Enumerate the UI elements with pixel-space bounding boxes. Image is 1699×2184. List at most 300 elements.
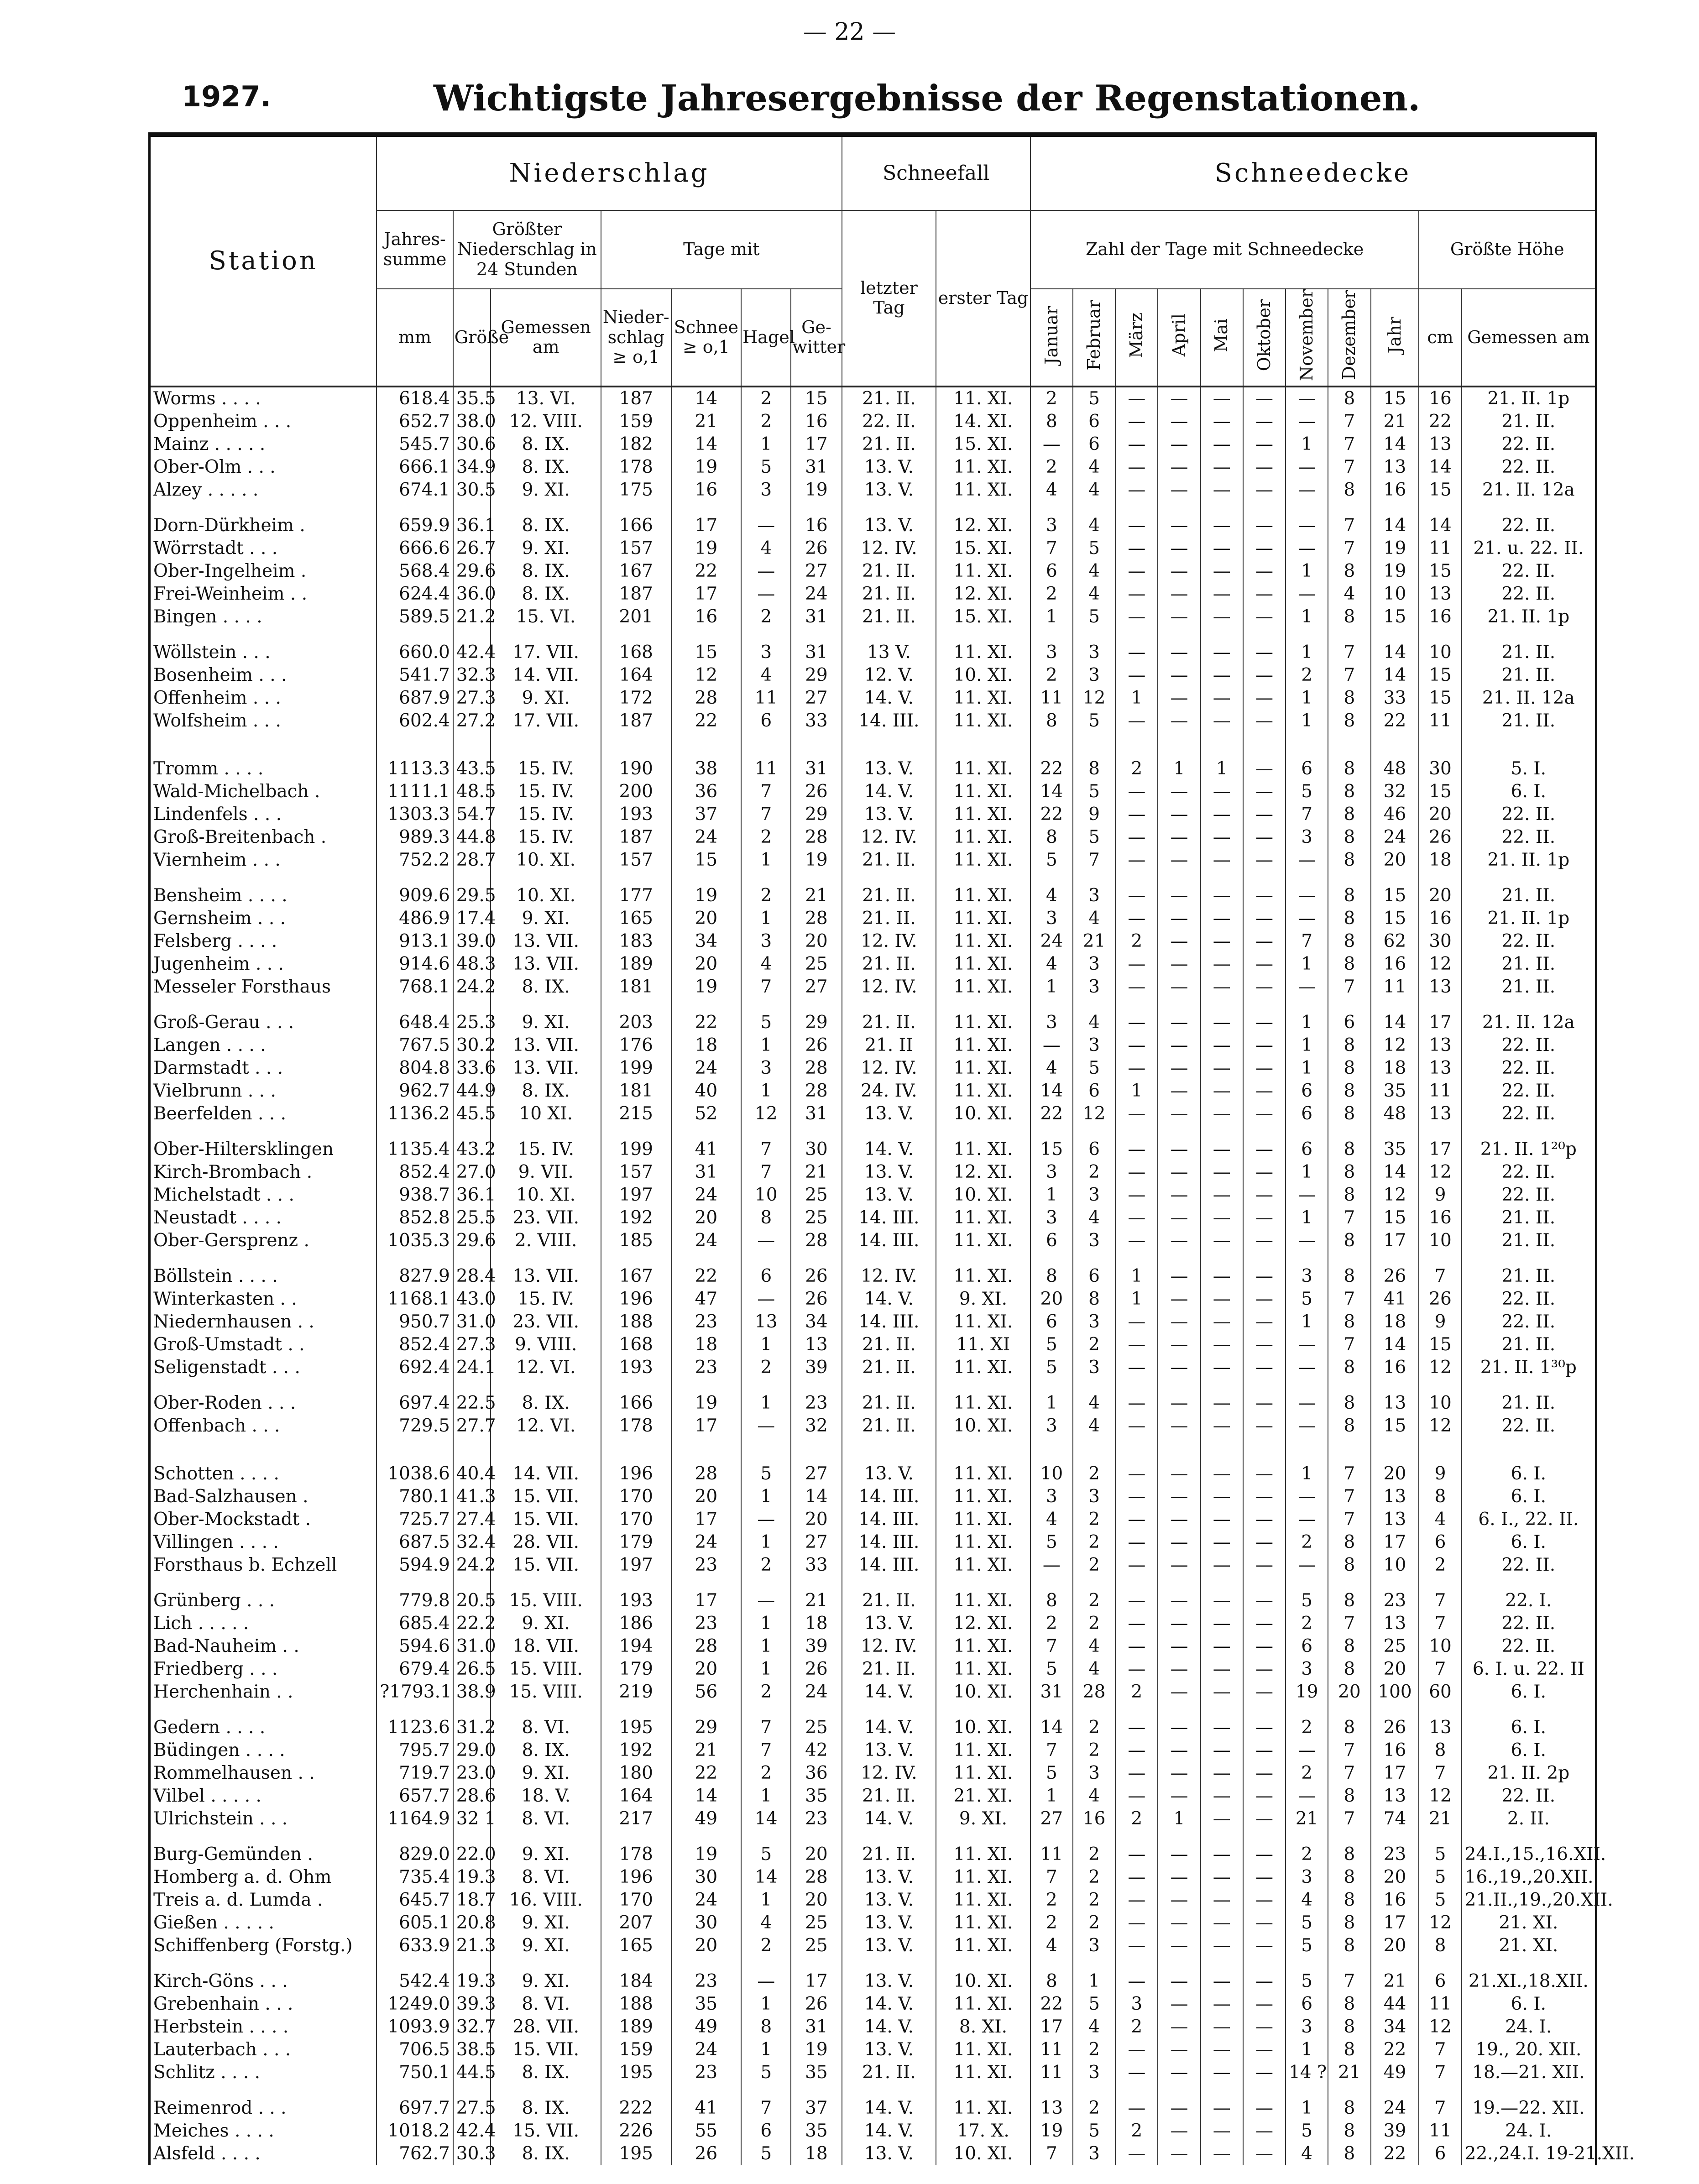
table-cell: 12. IV. xyxy=(842,1057,936,1080)
table-row xyxy=(150,1993,1596,2016)
table-cell: — xyxy=(1158,514,1200,537)
table-cell: 5 xyxy=(1286,1912,1328,1934)
table-cell: 54.7 xyxy=(453,803,491,826)
table-cell: — xyxy=(1286,387,1328,410)
spacer-cell xyxy=(601,1125,671,1138)
table-cell: 11 xyxy=(1030,687,1073,710)
table-cell: 21 xyxy=(1419,1808,1461,1830)
station-name: Alsfeld . . . . xyxy=(150,2142,377,2165)
table-cell: — xyxy=(1201,2038,1243,2061)
header-month-april: April xyxy=(1158,289,1200,387)
spacer-cell xyxy=(1158,732,1200,758)
table-row xyxy=(150,1138,1596,1161)
spacer-cell xyxy=(671,1252,742,1265)
spacer-cell xyxy=(1419,872,1461,884)
table-cell: 17 xyxy=(671,1508,742,1531)
spacer-cell xyxy=(741,1957,791,1970)
table-cell: 21. II. 1³⁰p xyxy=(1462,1356,1596,1379)
table-cell: 8 xyxy=(1328,1392,1370,1415)
station-name: Forsthaus b. Echzell xyxy=(150,1554,377,1577)
table-cell: 26 xyxy=(791,780,842,803)
table-cell: 1 xyxy=(741,1392,791,1415)
table-cell: 7 xyxy=(1328,664,1370,687)
table-cell: 8. IX. xyxy=(491,433,601,456)
spacer-cell xyxy=(1158,1437,1200,1463)
table-cell: 6 xyxy=(1286,1080,1328,1102)
spacer-cell xyxy=(1158,628,1200,641)
table-cell: 30.3 xyxy=(453,2142,491,2165)
table-cell: 624.4 xyxy=(376,583,453,606)
table-cell: — xyxy=(1201,1866,1243,1889)
table-cell: 5 xyxy=(1073,710,1115,732)
spacer-cell xyxy=(1419,1577,1461,1589)
spacer-cell xyxy=(453,1830,491,1843)
table-cell: 852.4 xyxy=(376,1333,453,1356)
table-cell: 20 xyxy=(791,1889,842,1912)
table-row xyxy=(150,1356,1596,1379)
table-cell: 5 xyxy=(1073,826,1115,849)
table-cell: 22. II. xyxy=(1462,1184,1596,1207)
spacer-cell xyxy=(671,1957,742,1970)
table-cell: 39.3 xyxy=(453,1993,491,2016)
table-cell: 16.,19.,20.XII. xyxy=(1462,1866,1596,1889)
table-cell: 7 xyxy=(1328,1207,1370,1229)
table-cell: 1 xyxy=(741,1333,791,1356)
spacer-cell xyxy=(601,1379,671,1392)
table-cell: 1 xyxy=(1286,687,1328,710)
table-cell: — xyxy=(1158,1762,1200,1785)
table-cell: 13 V. xyxy=(842,641,936,664)
table-cell: 9. XI. xyxy=(936,1808,1030,1830)
table-cell: — xyxy=(1158,456,1200,479)
table-cell: 2 xyxy=(1115,758,1158,780)
table-cell: 2 xyxy=(1030,583,1073,606)
spacer-cell xyxy=(671,1703,742,1716)
table-cell: — xyxy=(1243,1993,1286,2016)
table-cell: 5 xyxy=(1073,606,1115,628)
table-cell: 6 xyxy=(1286,1635,1328,1658)
spacer-cell xyxy=(1286,502,1328,514)
table-cell: 16 xyxy=(1371,1739,1419,1762)
table-cell: 8. IX. xyxy=(491,456,601,479)
table-cell: 35 xyxy=(791,2120,842,2142)
table-cell: — xyxy=(1243,687,1286,710)
table-cell: 178 xyxy=(601,1843,671,1866)
table-cell: 180 xyxy=(601,1762,671,1785)
table-cell: 762.7 xyxy=(376,2142,453,2165)
header-month-maerz: März xyxy=(1115,289,1158,387)
table-cell: — xyxy=(741,560,791,583)
table-cell: 28.4 xyxy=(453,1265,491,1288)
spacer-cell xyxy=(453,502,491,514)
table-cell: 10 xyxy=(1371,1554,1419,1577)
header-schnee-01: Schnee ≥ o,1 xyxy=(671,289,742,387)
table-cell: 23 xyxy=(671,1311,742,1333)
spacer-cell xyxy=(1371,502,1419,514)
table-cell: — xyxy=(1286,1356,1328,1379)
table-cell: — xyxy=(1243,1808,1286,1830)
table-cell: 725.7 xyxy=(376,1508,453,1531)
table-cell: 31 xyxy=(671,1161,742,1184)
table-cell: 8 xyxy=(1328,606,1370,628)
spacer-cell xyxy=(376,1125,453,1138)
table-cell: — xyxy=(741,1415,791,1437)
table-cell: 8 xyxy=(1328,1658,1370,1681)
table-cell: — xyxy=(1201,1934,1243,1957)
table-cell: — xyxy=(1158,780,1200,803)
table-cell: 21. II. xyxy=(842,1589,936,1612)
spacer-cell xyxy=(1030,628,1073,641)
table-cell: 5 xyxy=(1030,1658,1073,1681)
table-cell: 7 xyxy=(1419,1762,1461,1785)
table-cell: 15 xyxy=(1371,387,1419,410)
table-cell: 2 xyxy=(1073,2038,1115,2061)
table-cell: — xyxy=(1115,1508,1158,1531)
table-cell: 7 xyxy=(1328,1485,1370,1508)
spacer-row xyxy=(150,1125,1596,1138)
table-cell: — xyxy=(1201,2061,1243,2084)
table-row xyxy=(150,1635,1596,1658)
table-cell: 29 xyxy=(791,664,842,687)
table-cell: 27.3 xyxy=(453,687,491,710)
header-month-januar: Januar xyxy=(1030,289,1073,387)
spacer-cell xyxy=(1286,1703,1328,1716)
table-cell: 14. V. xyxy=(842,2097,936,2120)
spacer-cell xyxy=(1073,1703,1115,1716)
table-cell: — xyxy=(1243,664,1286,687)
table-cell: 486.9 xyxy=(376,907,453,930)
table-cell: 7 xyxy=(1419,1589,1461,1612)
table-cell: 22. II. xyxy=(842,410,936,433)
table-cell: 1 xyxy=(1286,953,1328,976)
table-cell: 3 xyxy=(1286,1658,1328,1681)
table-cell: 13. V. xyxy=(842,479,936,502)
table-cell: 8 xyxy=(1328,1102,1370,1125)
table-cell: — xyxy=(1158,826,1200,849)
spacer-cell xyxy=(936,1379,1030,1392)
table-cell: 193 xyxy=(601,1589,671,1612)
table-cell: 7 xyxy=(1328,641,1370,664)
station-name: Seligenstadt . . . xyxy=(150,1356,377,1379)
spacer-cell xyxy=(1419,732,1461,758)
station-name: Ober-Hiltersklingen xyxy=(150,1138,377,1161)
spacer-cell xyxy=(936,872,1030,884)
station-name: Michelstadt . . . xyxy=(150,1184,377,1207)
table-cell: 14 ? xyxy=(1286,2061,1328,2084)
table-cell: 22 xyxy=(1371,710,1419,732)
table-cell: 22. II. xyxy=(1462,1288,1596,1311)
spacer-cell xyxy=(791,2084,842,2097)
table-cell: 29.0 xyxy=(453,1739,491,1762)
table-cell: 22. II. xyxy=(1462,1080,1596,1102)
spacer-cell xyxy=(741,1703,791,1716)
station-name: Beerfelden . . . xyxy=(150,1102,377,1125)
table-cell: — xyxy=(1115,1485,1158,1508)
table-cell: 11 xyxy=(741,758,791,780)
spacer-cell xyxy=(150,872,377,884)
table-cell: 1123.6 xyxy=(376,1716,453,1739)
table-cell: 16. VIII. xyxy=(491,1889,601,1912)
table-cell: 19.3 xyxy=(453,1970,491,1993)
table-cell: 12. XI. xyxy=(936,1161,1030,1184)
table-cell: 8 xyxy=(1328,1889,1370,1912)
spacer-cell xyxy=(453,1957,491,1970)
table-cell: 44.5 xyxy=(453,2061,491,2084)
table-row xyxy=(150,826,1596,849)
header-zahl-der-tage: Zahl der Tage mit Schneedecke xyxy=(1030,210,1419,289)
spacer-cell xyxy=(1462,1252,1596,1265)
table-cell: 1 xyxy=(1030,1392,1073,1415)
table-cell: 2 xyxy=(741,1934,791,1957)
station-name: Alzey . . . . . xyxy=(150,479,377,502)
table-cell: 189 xyxy=(601,953,671,976)
table-cell: 12. VI. xyxy=(491,1415,601,1437)
spacer-cell xyxy=(601,732,671,758)
table-cell: 8 xyxy=(1030,826,1073,849)
table-cell: 15. VII. xyxy=(491,2120,601,2142)
table-cell: — xyxy=(1243,780,1286,803)
table-cell: 48.3 xyxy=(453,953,491,976)
spacer-cell xyxy=(791,1577,842,1589)
table-cell: 10. XI. xyxy=(936,1970,1030,1993)
table-cell: 28 xyxy=(791,1866,842,1889)
station-name: Wald-Michelbach . xyxy=(150,780,377,803)
spacer-cell xyxy=(1328,1703,1370,1716)
table-cell: 30 xyxy=(671,1866,742,1889)
table-cell: 12. IV. xyxy=(842,1265,936,1288)
table-cell: 27 xyxy=(1030,1808,1073,1830)
table-row xyxy=(150,687,1596,710)
table-cell: 28.7 xyxy=(453,849,491,872)
table-cell: — xyxy=(1115,1785,1158,1808)
spacer-row xyxy=(150,1703,1596,1716)
table-cell: 2 xyxy=(1073,1843,1115,1866)
station-name: Wolfsheim . . . xyxy=(150,710,377,732)
table-cell: 7 xyxy=(1328,537,1370,560)
table-cell: 184 xyxy=(601,1970,671,1993)
table-cell: 55 xyxy=(671,2120,742,2142)
table-cell: 22 xyxy=(1419,410,1461,433)
table-cell: 1 xyxy=(741,1531,791,1554)
station-name: Ober-Ingelheim . xyxy=(150,560,377,583)
table-cell: — xyxy=(1243,1207,1286,1229)
table-cell: 4 xyxy=(1030,1057,1073,1080)
table-cell: 179 xyxy=(601,1531,671,1554)
spacer-cell xyxy=(1286,1830,1328,1843)
table-cell: 30.6 xyxy=(453,433,491,456)
table-cell: 1 xyxy=(1286,1034,1328,1057)
table-cell: 167 xyxy=(601,1265,671,1288)
table-cell: — xyxy=(1115,1161,1158,1184)
table-cell: 6 xyxy=(741,710,791,732)
table-cell: 8. VI. xyxy=(491,1716,601,1739)
table-cell: 178 xyxy=(601,456,671,479)
table-cell: 17. VII. xyxy=(491,641,601,664)
table-cell: 1 xyxy=(1286,2097,1328,2120)
table-cell: 767.5 xyxy=(376,1034,453,1057)
spacer-cell xyxy=(453,732,491,758)
station-name: Vielbrunn . . . xyxy=(150,1080,377,1102)
spacer-cell xyxy=(791,502,842,514)
spacer-cell xyxy=(1328,628,1370,641)
table-cell: 24. I. xyxy=(1462,2016,1596,2038)
table-row xyxy=(150,1207,1596,1229)
spacer-cell xyxy=(453,1379,491,1392)
station-name: Wöllstein . . . xyxy=(150,641,377,664)
table-cell: 10. XI. xyxy=(936,1681,1030,1703)
header-month-oktober: Oktober xyxy=(1243,289,1286,387)
table-cell: 19 xyxy=(791,2038,842,2061)
table-cell: 166 xyxy=(601,1392,671,1415)
header-niederschlag: Niederschlag xyxy=(376,135,842,210)
table-cell: 3 xyxy=(741,930,791,953)
table-row xyxy=(150,1716,1596,1739)
table-cell: 545.7 xyxy=(376,433,453,456)
table-cell: 1 xyxy=(1115,687,1158,710)
table-cell: 14. V. xyxy=(842,2016,936,2038)
table-cell: 34 xyxy=(671,930,742,953)
table-cell: 17 xyxy=(671,514,742,537)
table-cell: 10. XI. xyxy=(936,1716,1030,1739)
spacer-cell xyxy=(1419,628,1461,641)
table-cell: 17 xyxy=(671,1415,742,1437)
table-cell: — xyxy=(1286,479,1328,502)
table-cell: 187 xyxy=(601,387,671,410)
table-cell: — xyxy=(1158,1612,1200,1635)
table-cell: 660.0 xyxy=(376,641,453,664)
table-cell: — xyxy=(1243,2120,1286,2142)
table-cell: — xyxy=(1201,710,1243,732)
table-cell: 23 xyxy=(791,1392,842,1415)
table-cell: 21 xyxy=(1073,930,1115,953)
table-cell: 24 xyxy=(791,583,842,606)
table-cell: 22.,24.I. 19-21.XII. xyxy=(1462,2142,1596,2165)
table-cell: — xyxy=(1158,606,1200,628)
table-cell: 32 xyxy=(791,1415,842,1437)
table-cell: 203 xyxy=(601,1011,671,1034)
table-cell: 52 xyxy=(671,1102,742,1125)
table-cell: 7 xyxy=(1419,2097,1461,2120)
table-cell: 909.6 xyxy=(376,884,453,907)
spacer-cell xyxy=(1243,1125,1286,1138)
table-cell: 34.9 xyxy=(453,456,491,479)
table-cell: — xyxy=(1201,560,1243,583)
table-cell: 6. I. xyxy=(1462,1681,1596,1703)
table-cell: 13. V. xyxy=(842,1866,936,1889)
spacer-cell xyxy=(1073,628,1115,641)
table-cell: 2 xyxy=(1073,1866,1115,1889)
table-cell: — xyxy=(1243,1485,1286,1508)
table-cell: 24 xyxy=(1371,2097,1419,2120)
table-cell: 32 1 xyxy=(453,1808,491,1830)
table-cell: 37 xyxy=(791,2097,842,2120)
table-cell: 14. XI. xyxy=(936,410,1030,433)
table-cell: 15. IV. xyxy=(491,826,601,849)
table-cell: 26 xyxy=(1371,1265,1419,1288)
table-cell: 1168.1 xyxy=(376,1288,453,1311)
spacer-cell xyxy=(1115,1577,1158,1589)
header-schneefall: Schneefall xyxy=(842,135,1030,210)
table-row xyxy=(150,641,1596,664)
table-cell: 11. XI. xyxy=(936,710,1030,732)
spacer-row xyxy=(150,1957,1596,1970)
table-cell: 9. XI. xyxy=(491,537,601,560)
spacer-cell xyxy=(1286,732,1328,758)
spacer-cell xyxy=(1462,1379,1596,1392)
table-cell: 15 xyxy=(1419,780,1461,803)
table-cell: 199 xyxy=(601,1138,671,1161)
spacer-cell xyxy=(936,1577,1030,1589)
table-row xyxy=(150,907,1596,930)
spacer-row xyxy=(150,628,1596,641)
table-cell: 5 xyxy=(1286,2120,1328,2142)
table-cell: 15 xyxy=(1371,907,1419,930)
table-cell: 1038.6 xyxy=(376,1463,453,1485)
table-cell: — xyxy=(1243,514,1286,537)
table-cell: 187 xyxy=(601,583,671,606)
table-cell: 25.3 xyxy=(453,1011,491,1034)
table-cell: 1 xyxy=(1115,1265,1158,1288)
table-cell: 605.1 xyxy=(376,1912,453,1934)
table-cell: 15. XI. xyxy=(936,433,1030,456)
table-cell: 21. II. xyxy=(842,433,936,456)
spacer-row xyxy=(150,872,1596,884)
table-cell: — xyxy=(1243,1589,1286,1612)
table-cell: 11. XI. xyxy=(936,1589,1030,1612)
table-cell: 4 xyxy=(1419,1508,1461,1531)
spacer-cell xyxy=(1115,1703,1158,1716)
table-row xyxy=(150,410,1596,433)
table-cell: 1 xyxy=(1030,1184,1073,1207)
table-cell: 14 xyxy=(741,1808,791,1830)
table-cell: 11. XI. xyxy=(936,1635,1030,1658)
table-cell: 1 xyxy=(741,1993,791,2016)
table-cell: 2 xyxy=(1030,664,1073,687)
spacer-cell xyxy=(791,1437,842,1463)
table-cell: 3 xyxy=(1115,1993,1158,2016)
table-cell: 15 xyxy=(1030,1138,1073,1161)
spacer-cell xyxy=(1073,1379,1115,1392)
table-cell: 1 xyxy=(741,907,791,930)
table-cell: 11. XI. xyxy=(936,1843,1030,1866)
table-cell: — xyxy=(1115,1762,1158,1785)
spacer-cell xyxy=(1073,1125,1115,1138)
table-cell: 2 xyxy=(1115,1681,1158,1703)
table-cell: 15. XI. xyxy=(936,537,1030,560)
table-cell: 27.3 xyxy=(453,1333,491,1356)
table-cell: 11. XI. xyxy=(936,1311,1030,1333)
table-cell: 8 xyxy=(1030,1589,1073,1612)
table-cell: 14. V. xyxy=(842,1681,936,1703)
table-cell: 31 xyxy=(791,2016,842,2038)
spacer-cell xyxy=(936,1830,1030,1843)
table-cell: 31 xyxy=(1030,1681,1073,1703)
table-cell: 23 xyxy=(671,2061,742,2084)
spacer-cell xyxy=(741,732,791,758)
table-cell: 11. XI. xyxy=(936,930,1030,953)
table-cell: 3 xyxy=(1073,884,1115,907)
spacer-cell xyxy=(791,872,842,884)
table-cell: 12 xyxy=(1073,687,1115,710)
station-name: Treis a. d. Lumda . xyxy=(150,1889,377,1912)
table-cell: 19 xyxy=(1371,560,1419,583)
table-cell: — xyxy=(1158,1034,1200,1057)
table-cell: 11. XI. xyxy=(936,803,1030,826)
table-cell: 26 xyxy=(791,1993,842,2016)
table-cell: 35 xyxy=(791,1785,842,1808)
table-cell: 11. XI. xyxy=(936,1392,1030,1415)
table-cell: 18 xyxy=(1419,849,1461,872)
